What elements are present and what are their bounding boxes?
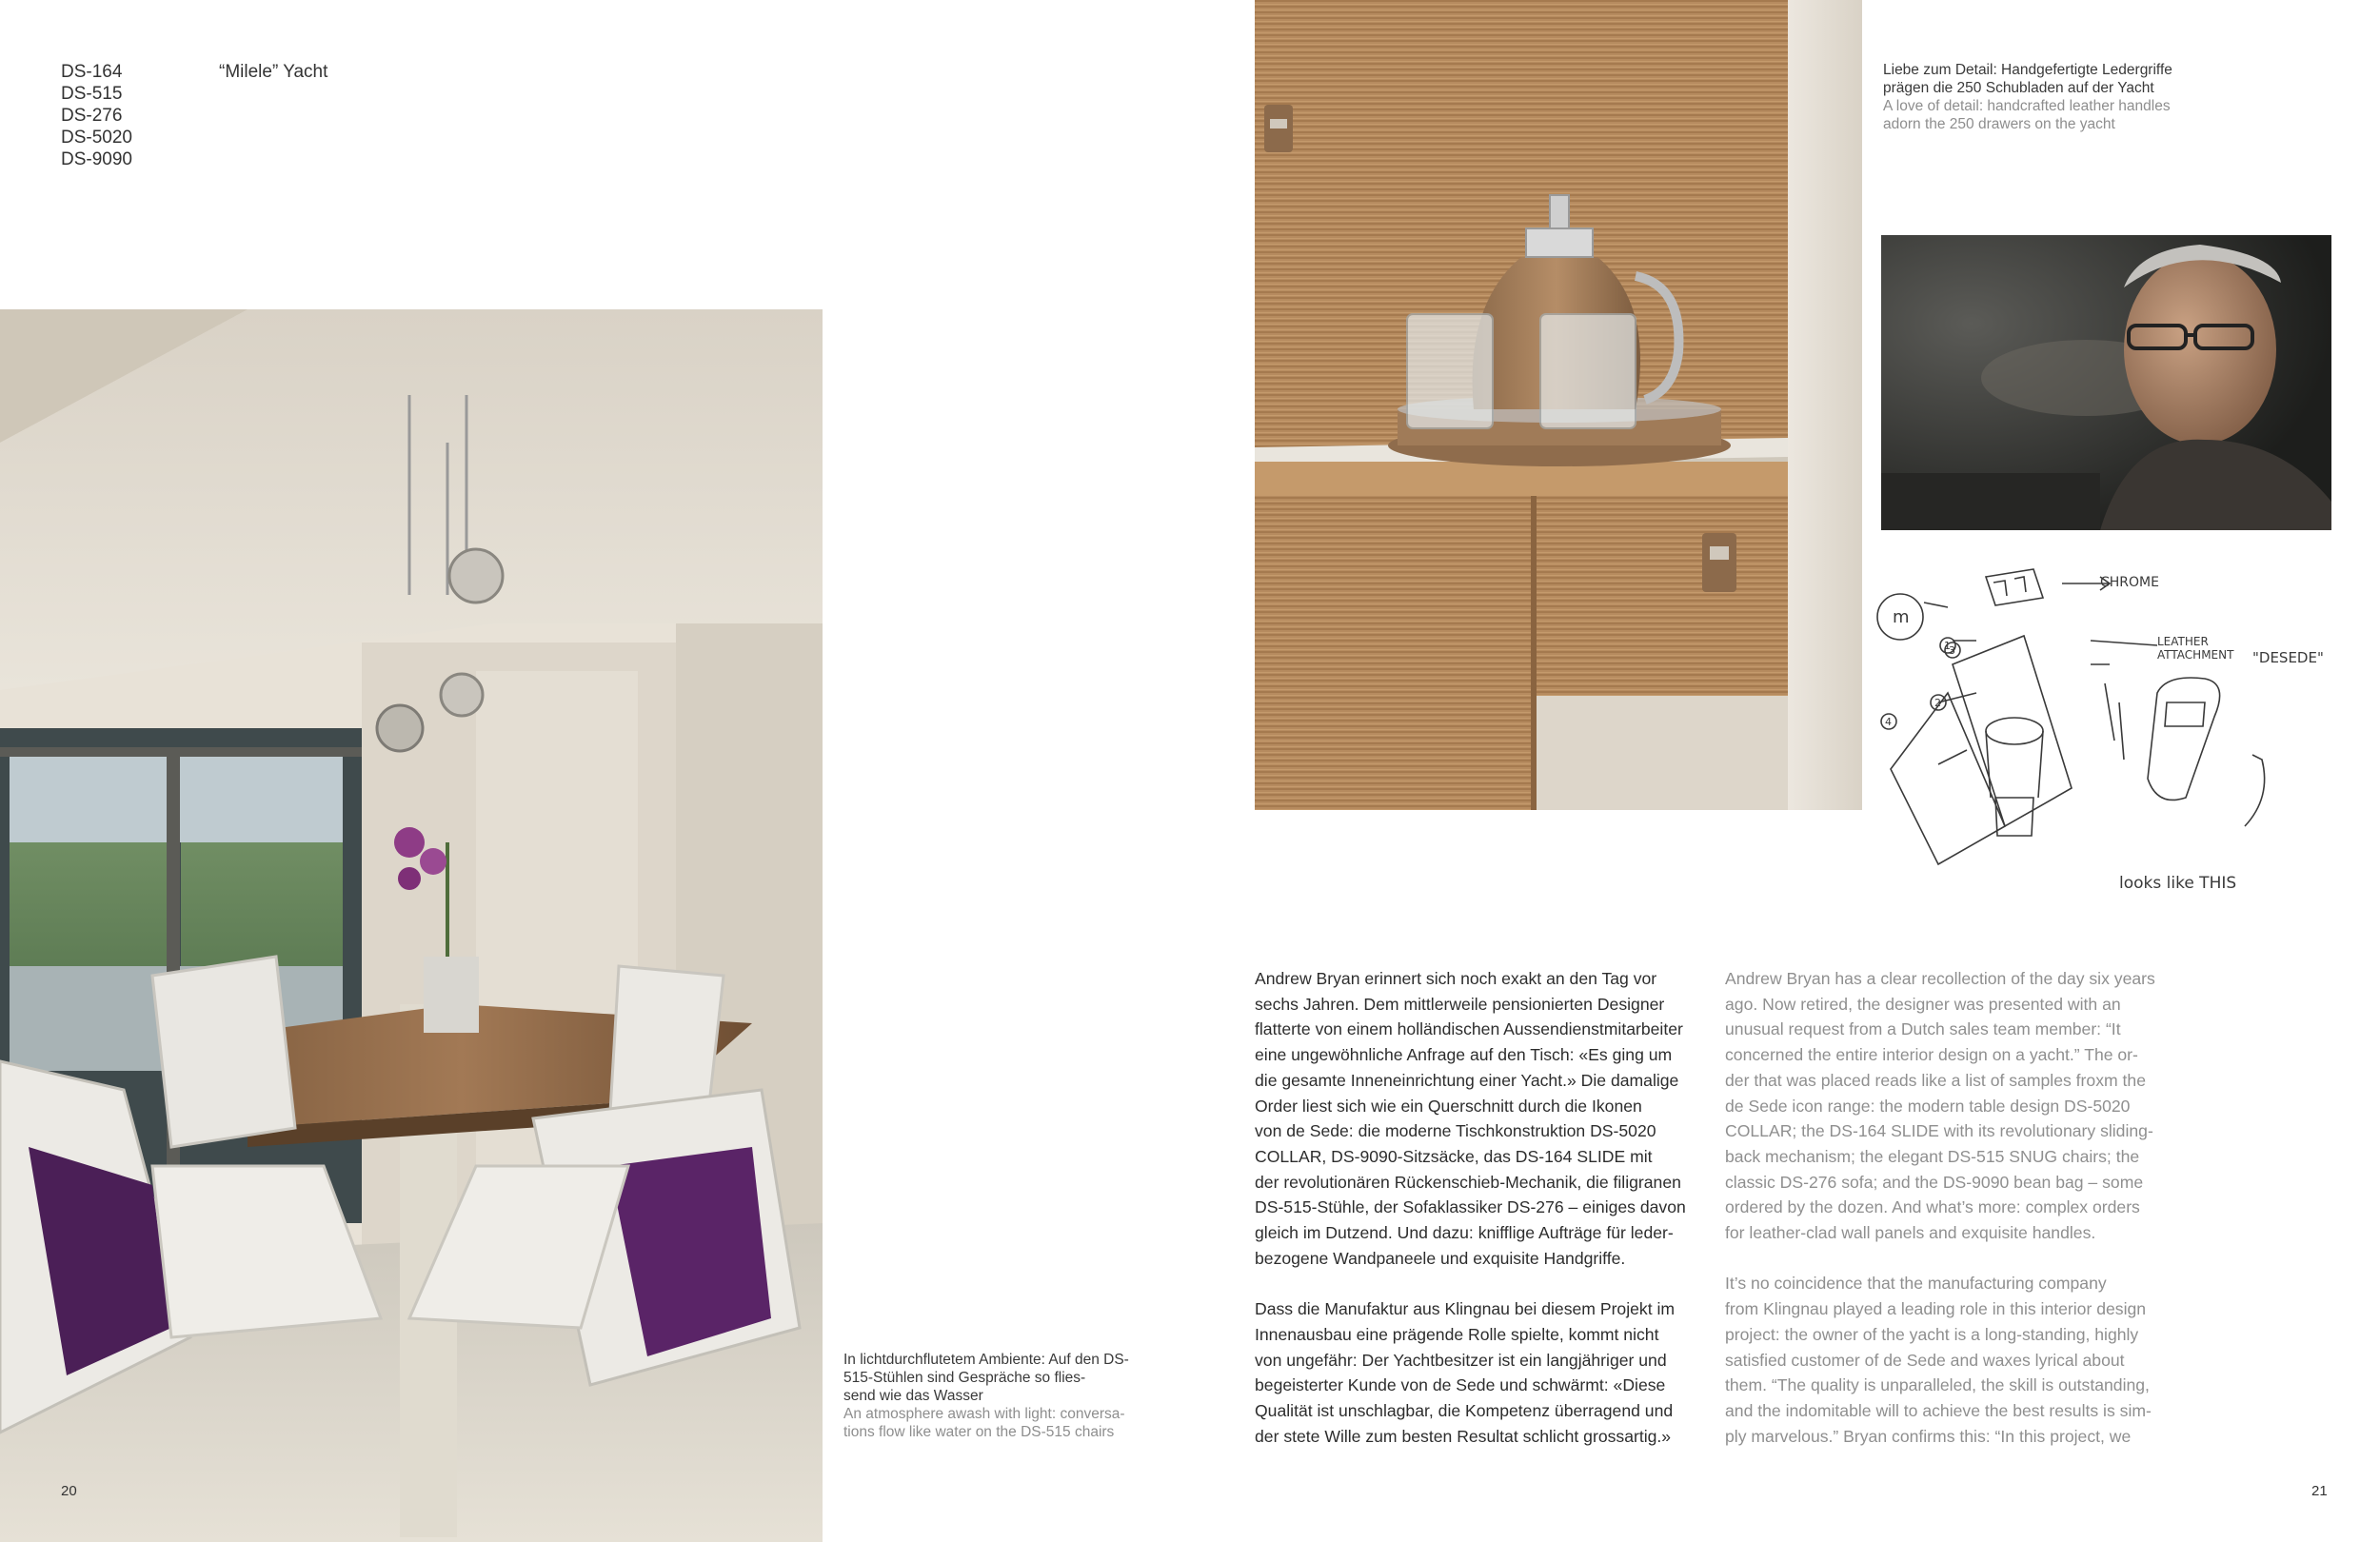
product-code: DS-9090 — [61, 149, 132, 169]
product-code: DS-515 — [61, 84, 123, 104]
caption-english: A love of detail: handcrafted leather handles adorn the 250 drawers on the yacht — [1883, 98, 2171, 132]
sketch-marker-m: m — [1893, 607, 1910, 627]
body-text-german — [1255, 966, 1708, 1474]
craftsman-photo — [1881, 235, 2331, 530]
paragraph: It’s no coincidence that the manufacturing company from Klingnau played a leading role in this interior design project: the owner of the yacht is a long-standing, highly satisfied customer of de Sede and waxes lyrical about them. “The quality is unparalleled, the skill is outstanding, and the indomitable will to achieve the best results is sim- ply marvelous.” Bryan confirms this: “In this project, we — [1725, 1274, 2152, 1446]
product-code: DS-276 — [61, 106, 123, 126]
sketch-step-label: 2 — [1934, 697, 1941, 709]
paragraph: Andrew Bryan has a clear recollection of the day six years ago. Now retired, the designer was presented with an unusual request from a Dutch sales team member: “It concerned the entire interior design on a yacht.” The or- der that was placed reads like a list of samples froxm the de Sede icon range: the modern table design DS-5020 COLLAR; the DS-164 SLIDE with its revolutionary sliding- back mechanism; the elegant DS-515 SNUG chairs; the classic DS-276 sofa; and the DS-9090 bean bag – some ordered by the dozen. And what’s more: complex orders for leather-clad wall panels and exquisite handles. — [1725, 969, 2155, 1243]
sketch-note-desede: "DESEDE" — [2252, 649, 2324, 666]
caption-ambient — [843, 1351, 1129, 1441]
page-number-right: 21 — [2311, 1483, 2328, 1499]
caption-german: In lichtdurchflutetem Ambiente: Auf den DS-515-Stühlen sind Gespräche so flies- send wie das Wasser — [843, 1352, 1129, 1404]
sketch-note-looks: looks like THIS — [2119, 874, 2237, 893]
body-text-english — [1725, 966, 2178, 1474]
product-code: DS-5020 — [61, 128, 132, 148]
sketch-note-leather: LEATHER ATTACHMENT — [2157, 635, 2234, 662]
sketch-note-chrome: CHROME — [2100, 575, 2159, 590]
caption-english: An atmosphere awash with light: conversa- tions flow like water on the DS-515 chairs — [843, 1406, 1125, 1440]
paragraph: Andrew Bryan erinnert sich noch exakt an den Tag vor sechs Jahren. Dem mittlerweile pensionierten Designer flatterte von einem holländischen Aussendienstmitarbeiter eine ungewöhnliche Anfrage auf den Tisch: «Es ging um die gesamte Inneneinrichtung einer Yacht.» Die damalige Order liest sich wie ein Querschnitt durch die Ikonen von de Sede: die moderne Tischkonstruktion DS-5020 COLLAR, DS-9090-Sitzsäcke, das DS-164 SLIDE mit der revolutionären Rückenschieb-Mechanik, die filigranen DS-515-Stühle, der Sofaklassiker DS-276 – einiges davon gleich im Dutzend. Und dazu: knifflige Aufträge für leder- bezogene Wandpaneele und exquisite Handgriffe. — [1255, 969, 1686, 1268]
product-list — [61, 61, 132, 170]
dining-room-photo — [0, 309, 823, 1542]
sketch-step-label: 1 — [1944, 640, 1951, 652]
handle-sketch — [1872, 550, 2332, 904]
page-number-left: 20 — [61, 1483, 77, 1499]
caption-leather-detail — [1883, 61, 2197, 133]
paragraph: Dass die Manufaktur aus Klingnau bei diesem Projekt im Innenausbau eine prägende Rolle spielte, kommt nicht von ungefähr: Der Yachtbesitzer ist ein langjähriger und begeisterter Kunde von de Sede und schwärmt: «Diese Qualität ist unschlagbar, die Kompetenz überragend und der stete Wille zum besten Resultat schlicht grossartig.» — [1255, 1299, 1676, 1446]
caption-german: Liebe zum Detail: Handgefertigte Ledergriffe prägen die 250 Schubladen auf der Yacht — [1883, 62, 2172, 96]
sketch-step-label: 3 — [1949, 644, 1955, 657]
project-name: “Milele” Yacht — [219, 62, 328, 82]
sketch-step-label: 4 — [1885, 716, 1892, 728]
product-code: DS-164 — [61, 62, 123, 82]
cabinet-drawer-photo — [1255, 0, 1862, 810]
